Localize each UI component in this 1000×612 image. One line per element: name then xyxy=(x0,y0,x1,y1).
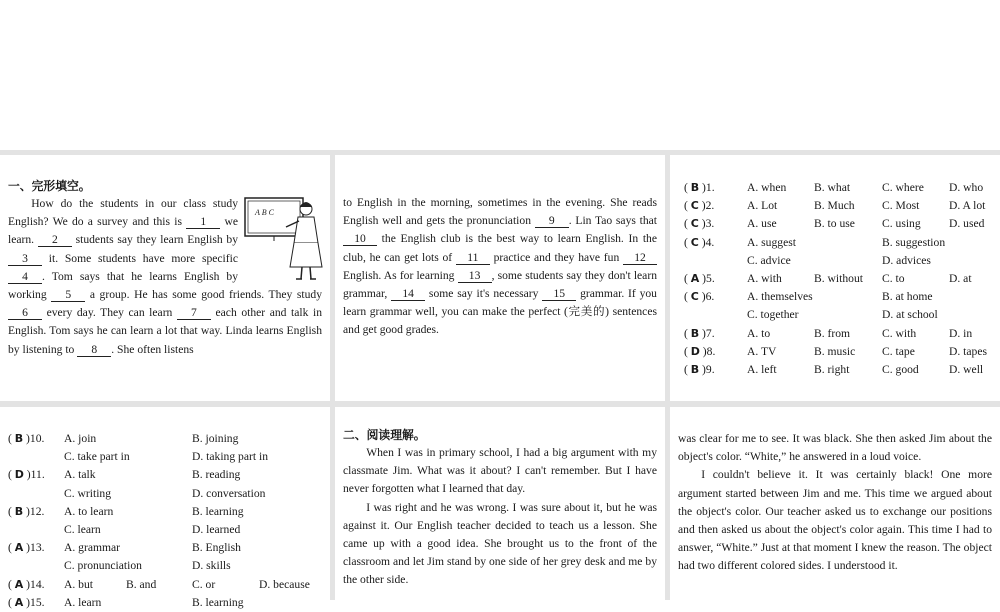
choice-row xyxy=(8,430,322,448)
choice-option: A. to xyxy=(747,326,771,340)
answer-letter: C xyxy=(690,217,699,231)
blank-4: 4 xyxy=(8,270,42,284)
choice-option: C. good xyxy=(882,362,919,376)
section-heading: 一、完形填空。 xyxy=(8,179,91,193)
section2-heading: 二、阅读理解。 xyxy=(343,428,426,442)
choice-option: A. TV xyxy=(747,344,777,358)
choice-option: C. learn xyxy=(64,522,101,536)
choice-option: A. but xyxy=(64,577,93,591)
choices-panel-1 xyxy=(670,155,1000,401)
choice-option: B. music xyxy=(814,344,856,358)
choice-option: A. suggest xyxy=(747,235,796,249)
answer-letter: D xyxy=(690,344,700,358)
blank-1: 1 xyxy=(186,215,220,229)
choice-row xyxy=(8,521,322,539)
choice-option: A. themselves xyxy=(747,290,813,304)
choice-option: C. using xyxy=(882,217,921,231)
question-number: ( C )4. xyxy=(684,235,715,249)
choice-row xyxy=(684,306,992,324)
reading-passage-part2 xyxy=(678,430,992,576)
choice-option: D. because xyxy=(259,577,310,591)
choice-option: B. Much xyxy=(814,199,855,213)
blank-2: 2 xyxy=(38,233,72,247)
reading-panel-1 xyxy=(335,407,665,600)
question-number: ( D )8. xyxy=(684,344,716,358)
question-number: ( A )13. xyxy=(8,541,45,555)
cloze-passage-part2: to English in the morning, sometimes in the evening. She reads English well and gets the pronunciation 9 . Lin Tao says that 10 the English club is the best way to learn English. In the club, he can get lots of 11 practice and they have fun 12 English. As for learning 13 , some students say they don't learn grammar, 14 some say it's necessary 15 grammar. If you learn grammar well, you can make the perfect (完美的) sentences and get good grades. xyxy=(343,196,657,337)
answer-letter: A xyxy=(14,577,24,591)
choice-row xyxy=(8,594,322,612)
blank-8: 8 xyxy=(77,343,111,357)
question-number: ( B )7. xyxy=(684,326,715,340)
choice-option: D. A lot xyxy=(949,199,986,213)
choice-option: C. take part in xyxy=(64,450,130,464)
blank-11: 11 xyxy=(456,251,490,265)
blank-5: 5 xyxy=(51,288,85,302)
question-number: ( A )15. xyxy=(8,595,45,609)
choices-list-1-9 xyxy=(684,179,992,379)
choice-row xyxy=(684,234,992,252)
board-letters: A B C xyxy=(255,208,274,217)
answer-letter: D xyxy=(14,468,24,482)
choice-row xyxy=(684,252,992,270)
choice-option: A. Lot xyxy=(747,199,778,213)
choice-option: B. joining xyxy=(192,432,239,445)
choices-panel-2 xyxy=(0,407,330,609)
teacher-blackboard-illustration xyxy=(244,195,322,281)
choice-option: C. Most xyxy=(882,199,920,213)
choice-option: C. together xyxy=(747,308,799,322)
blank-7: 7 xyxy=(177,306,211,320)
choice-option: B. learning xyxy=(192,595,244,609)
answer-letter: C xyxy=(690,235,699,249)
choice-option: C. tape xyxy=(882,344,915,358)
choice-row xyxy=(8,539,322,557)
choice-option: D. tapes xyxy=(949,344,987,358)
choice-row xyxy=(684,343,992,361)
blank-10: 10 xyxy=(343,232,377,246)
question-number: ( B )9. xyxy=(684,362,715,376)
choice-row xyxy=(8,576,322,594)
choices-list-10-15 xyxy=(8,430,322,612)
paragraph: I was right and he was wrong. I was sure about it, but he was against it. Our English teacher decided to teach us a lesson. She came up with a good idea. She brought us to the front of the classroom and let Jim stand by one side of her grey desk and me by the other side. xyxy=(343,500,657,587)
answer-letter: A xyxy=(690,271,700,285)
choice-row xyxy=(684,197,992,215)
answer-letter: B xyxy=(14,432,24,445)
question-number: ( C )3. xyxy=(684,217,715,231)
answer-letter: C xyxy=(690,199,699,213)
choice-option: C. where xyxy=(882,181,924,194)
choice-option: B. what xyxy=(814,181,851,194)
reading-panel-2 xyxy=(670,407,1000,600)
choice-option: C. advice xyxy=(747,253,791,267)
choice-option: D. taking part in xyxy=(192,450,268,464)
choice-option: D. conversation xyxy=(192,486,266,500)
choice-option: B. English xyxy=(192,541,241,555)
choice-row xyxy=(684,288,992,306)
choice-option: C. with xyxy=(882,326,917,340)
choice-option: A. join xyxy=(64,432,97,445)
paragraph: When I was in primary school, I had a big argument with my classmate Jim. What was it about? I can't remember. But I have never forgotten what I learned that day. xyxy=(343,446,657,496)
choice-option: B. right xyxy=(814,362,850,376)
answer-letter: C xyxy=(690,290,699,304)
blank-3: 3 xyxy=(8,252,42,266)
choice-option: D. learned xyxy=(192,522,241,536)
choice-option: D. well xyxy=(949,362,984,376)
choice-row xyxy=(8,485,322,503)
paragraph: was clear for me to see. It was black. She then asked Jim about the object's color. “White,” he answered in a loud voice. xyxy=(678,432,992,464)
cloze-panel-2 xyxy=(335,155,665,401)
choice-option: B. from xyxy=(814,326,851,340)
answer-letter: A xyxy=(14,595,24,609)
choice-option: A. use xyxy=(747,217,777,231)
choice-option: A. to learn xyxy=(64,504,114,518)
choice-option: C. pronunciation xyxy=(64,559,142,573)
choice-option: C. or xyxy=(192,577,216,591)
choice-row xyxy=(684,325,992,343)
blank-12: 12 xyxy=(623,251,657,265)
choice-row xyxy=(8,448,322,466)
choice-option: B. without xyxy=(814,271,863,285)
choice-option: A. left xyxy=(747,362,777,376)
question-number: ( B )10. xyxy=(8,432,45,445)
choice-option: D. advices xyxy=(882,253,931,267)
question-number: ( C )6. xyxy=(684,290,715,304)
choice-option: D. in xyxy=(949,326,973,340)
choice-row xyxy=(684,270,992,288)
choice-option: A. when xyxy=(747,181,787,194)
blank-14: 14 xyxy=(391,287,425,301)
choice-option: D. skills xyxy=(192,559,231,573)
choice-option: B. learning xyxy=(192,504,244,518)
choice-option: D. at school xyxy=(882,308,938,322)
choice-option: B. reading xyxy=(192,468,241,482)
choice-row xyxy=(8,557,322,575)
choice-option: D. who xyxy=(949,181,984,194)
choice-option: D. at xyxy=(949,271,972,285)
choice-option: B. at home xyxy=(882,290,933,304)
blank-13: 13 xyxy=(458,269,492,283)
answer-letter: A xyxy=(14,541,24,555)
answer-letter: B xyxy=(690,326,700,340)
choice-option: B. and xyxy=(126,577,157,591)
answer-letter: B xyxy=(690,362,700,376)
blank-9: 9 xyxy=(535,214,569,228)
choice-row xyxy=(8,466,322,484)
answer-letter: B xyxy=(690,181,700,194)
blank-6: 6 xyxy=(8,306,42,320)
cloze-panel-1 xyxy=(0,155,330,401)
choice-option: D. used xyxy=(949,217,985,231)
choice-option: C. writing xyxy=(64,486,112,500)
question-number: ( C )2. xyxy=(684,199,715,213)
reading-passage-part1 xyxy=(343,444,657,590)
answer-letter: B xyxy=(14,504,24,518)
choice-row xyxy=(684,179,992,197)
choice-option: A. grammar xyxy=(64,541,121,555)
blank-15: 15 xyxy=(542,287,576,301)
question-number: ( B )1. xyxy=(684,181,715,194)
choice-row xyxy=(684,215,992,233)
choice-option: A. with xyxy=(747,271,782,285)
choice-row xyxy=(8,503,322,521)
paragraph: I couldn't believe it. It was certainly black! One more argument started between Jim and me. This time we argued about the object's color. Our teacher asked us to exchange our positions and then asked us about the object's color again. This time I had to answer, “White.” Just at that moment I knew the reason. The object had two different colored sides. I understood it. xyxy=(678,468,992,573)
choice-option: A. learn xyxy=(64,595,102,609)
choice-option: B. to use xyxy=(814,217,855,231)
choice-option: C. to xyxy=(882,271,905,285)
choice-row xyxy=(684,361,992,379)
question-number: ( A )14. xyxy=(8,577,45,591)
cloze-passage-part1: How do the students in our class study English? We do a survey and this is 1 we learn. 2 students say they learn English by 3 it. Some students have more specific 4 . Tom says that he learns English by working 5 a group. He has some good friends. They study 6 every day. They can learn 7 each other and talk in English. Tom says he can learn a lot that way. Linda learns English by listening to 8 . She often listens xyxy=(8,197,323,356)
question-number: ( D )11. xyxy=(8,468,45,482)
question-number: ( B )12. xyxy=(8,504,45,518)
question-number: ( A )5. xyxy=(684,271,715,285)
choice-option: B. suggestion xyxy=(882,235,946,249)
choice-option: A. talk xyxy=(64,468,96,482)
